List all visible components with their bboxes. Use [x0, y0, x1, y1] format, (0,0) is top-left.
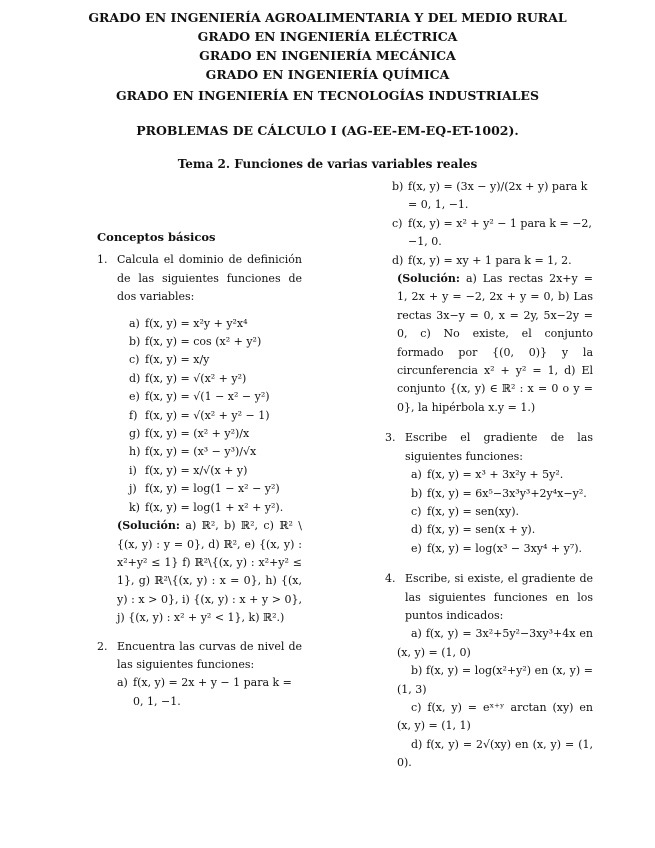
problem-3	[385, 429, 593, 466]
list-item	[129, 443, 302, 461]
degree-line-4: GRADO EN INGENIERÍA QUÍMICA	[205, 67, 450, 82]
degree-line-1: GRADO EN INGENIERÍA AGROALIMENTARIA Y DEL MEDIO RURAL	[88, 10, 567, 25]
item-label: d)	[129, 371, 141, 385]
list-item	[411, 503, 593, 521]
item-formula: f(x, y) = 3x²+5y²−3xy³+4x en (x, y) = (1, 0)	[397, 627, 593, 659]
item-formula: f(x, y) = xy + 1 para k = 1, 2.	[408, 253, 572, 267]
problem-1-items	[129, 315, 302, 517]
item-label: b)	[411, 486, 423, 500]
item-formula: f(x, y) = x³ + 3x²y + 5y².	[427, 468, 564, 482]
topic-subtitle: Tema 2. Funciones de varias variables reales	[177, 157, 478, 171]
item-formula: f(x, y) = sen(xy).	[427, 504, 520, 518]
item-formula: f(x, y) = x²y + y²x⁴	[145, 316, 248, 330]
list-item	[117, 674, 302, 711]
item-label: a)	[411, 468, 422, 482]
item-label: b)	[129, 335, 141, 349]
list-item	[129, 351, 302, 369]
item-formula: f(x, y) = (x² + y²)/x	[145, 427, 250, 441]
item-label: j)	[129, 482, 137, 496]
list-item	[392, 178, 593, 215]
item-formula: f(x, y) = √(1 − x² − y²)	[145, 390, 270, 404]
list-item	[129, 462, 302, 480]
item-formula: f(x, y) = 2√(xy) en (x, y) = (1, 0).	[397, 737, 593, 770]
item-label: b)	[411, 664, 423, 678]
problem-number: 1.	[97, 253, 108, 267]
item-formula: f(x, y) = x/y	[145, 353, 210, 367]
item-label: h)	[129, 445, 141, 459]
solution-text: a) ℝ², b) ℝ², c) ℝ² \ {(x, y) : y = 0}, d) ℝ², e) {(x, y) : x²+y² ≤ 1} f) ℝ²\{(x, y) : x²+y² ≤ 1}, g) ℝ²\{(x, y) : x = 0}, h) {(x, y) : x > 0}, i) {(x, y) : x + y > 0}, j) {(x, y) : x² + y² < 1}, k) ℝ².)	[117, 519, 303, 625]
problem-1	[97, 251, 302, 306]
problem-text: Escribe el gradiente de las siguientes funciones:	[405, 431, 593, 463]
list-item	[392, 252, 593, 270]
problem-text: Escribe, si existe, el gradiente de las siguientes funciones en los puntos indicados:	[405, 572, 593, 622]
item-formula: f(x, y) = x² + y² − 1 para k = −2, −1, 0.	[408, 216, 592, 249]
left-column	[97, 228, 302, 711]
item-formula: f(x, y) = x/√(x + y)	[145, 463, 248, 477]
list-item	[129, 499, 302, 517]
list-item	[411, 485, 593, 503]
item-formula: f(x, y) = √(x² + y² − 1)	[145, 408, 270, 422]
item-label: g)	[129, 427, 141, 441]
problem-1-solution	[117, 517, 302, 627]
item-label: d)	[411, 523, 423, 537]
item-formula: f(x, y) = log(1 − x² − y²)	[145, 482, 280, 496]
degree-line-2: GRADO EN INGENIERÍA ELÉCTRICA	[197, 29, 458, 44]
right-column	[385, 178, 593, 773]
list-item	[129, 333, 302, 351]
item-label: d)	[392, 253, 404, 267]
item-formula: f(x, y) = eˣ⁺ʸ arctan (xy) en (x, y) = (1, 1)	[397, 700, 593, 733]
problem-2-solution	[397, 270, 593, 417]
list-item	[397, 662, 593, 699]
list-item	[411, 521, 593, 539]
list-item	[129, 480, 302, 498]
item-label: b)	[392, 180, 404, 193]
list-item	[129, 315, 302, 333]
item-formula: f(x, y) = log(x³ − 3xy⁴ + y⁷).	[427, 541, 583, 555]
item-formula: f(x, y) = 6x⁵−3x³y³+2y⁴x−y².	[427, 486, 587, 500]
list-item	[411, 466, 593, 484]
item-formula: f(x, y) = (x³ − y³)/√x	[145, 445, 257, 459]
degree-line-5: GRADO EN INGENIERÍA EN TECNOLOGÍAS INDUSTRIALES	[115, 88, 539, 103]
item-label: a)	[117, 676, 128, 690]
item-formula: f(x, y) = (3x − y)/(2x + y) para k = 0, 1, −1.	[408, 180, 588, 212]
item-formula: f(x, y) = √(x² + y²)	[145, 371, 247, 385]
item-label: k)	[129, 500, 140, 514]
solution-text: a) Las rectas 2x+y = 1, 2x + y = −2, 2x + y = 0, b) Las rectas 3x−y = 0, x = 2y, 5x−2y = 0, c) No existe, el conjunto formado por {(0, 0)} y la circunferencia x² + y² = 1, d) El conjunto {(x, y) ∈ ℝ² : x = 0 o y = 0}, la hipérbola x.y = 1.)	[397, 272, 593, 414]
item-label: d)	[411, 737, 423, 751]
problem-text: Encuentra las curvas de nivel de las siguientes funciones:	[117, 639, 302, 671]
list-item	[397, 699, 593, 736]
item-label: c)	[392, 216, 403, 230]
section-title: Conceptos básicos	[97, 230, 216, 244]
degree-line-3: GRADO EN INGENIERÍA MECÁNICA	[199, 48, 456, 63]
problem-2-items-right	[385, 178, 593, 270]
item-formula: f(x, y) = sen(x + y).	[427, 523, 536, 537]
list-item	[129, 407, 302, 425]
item-formula: f(x, y) = log(1 + x² + y²).	[145, 500, 284, 514]
problem-text: Calcula el dominio de definición de las siguientes funciones de dos variables:	[117, 253, 302, 304]
item-label: f)	[129, 408, 138, 422]
problem-number: 3.	[385, 431, 396, 445]
item-label: c)	[411, 700, 422, 714]
item-formula: f(x, y) = cos (x² + y²)	[145, 335, 262, 349]
document-title: PROBLEMAS DE CÁLCULO I (AG-EE-EM-EQ-ET-1002).	[136, 123, 519, 138]
list-item	[129, 370, 302, 388]
problem-4	[385, 570, 593, 625]
item-formula: f(x, y) = log(x²+y²) en (x, y) = (1, 3)	[397, 664, 593, 696]
problem-2-items-left	[117, 674, 302, 711]
list-item	[397, 736, 593, 773]
list-item	[397, 625, 593, 662]
item-label: e)	[129, 390, 140, 404]
solution-label: (Solución:	[117, 519, 180, 533]
problem-4-items	[397, 625, 593, 772]
item-label: c)	[129, 353, 140, 367]
item-label: e)	[411, 541, 422, 555]
item-label: a)	[411, 627, 422, 641]
list-item	[411, 540, 593, 558]
problem-2	[97, 638, 302, 675]
list-item	[129, 425, 302, 443]
item-label: i)	[129, 463, 137, 477]
item-formula: f(x, y) = 2x + y − 1 para k = 0, 1, −1.	[133, 676, 292, 708]
problem-3-items	[411, 466, 593, 558]
item-label: a)	[129, 316, 140, 330]
solution-label: (Solución:	[397, 272, 460, 286]
problem-number: 2.	[97, 639, 108, 653]
problem-number: 4.	[385, 572, 396, 586]
item-label: c)	[411, 504, 422, 518]
list-item	[392, 215, 593, 252]
list-item	[129, 388, 302, 406]
